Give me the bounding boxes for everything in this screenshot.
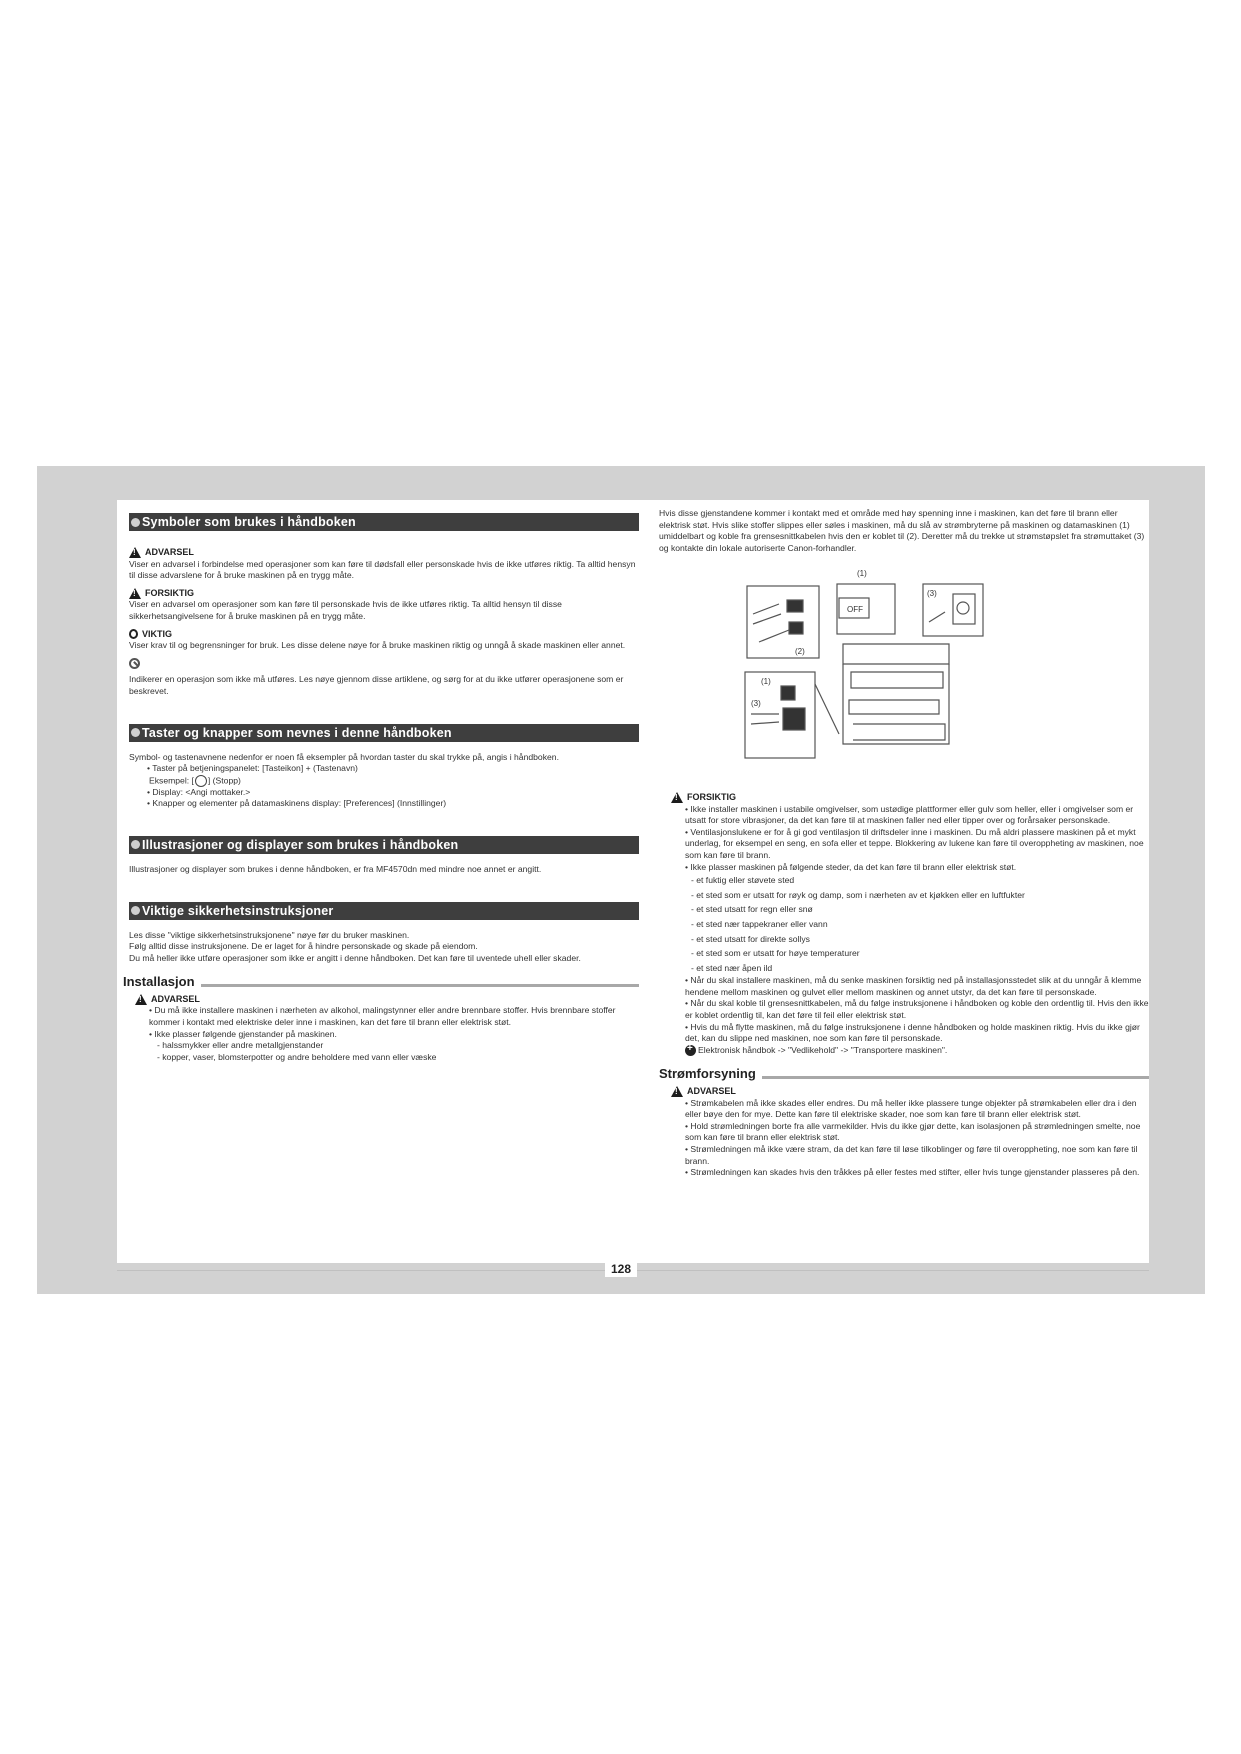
places-item: - et sted utsatt for direkte sollys: [691, 933, 810, 944]
callout-1b: (1): [761, 677, 771, 687]
forsiktig-list: [659, 804, 1149, 1057]
left-column: [123, 500, 639, 1063]
taster-bullet: • Taster på betjeningspanelet: [Tasteikon] + (Tastenavn): [147, 763, 358, 774]
section-header-symboler: [129, 513, 639, 531]
forsiktig-bullet: • Ikke installer maskinen i ustabile omgivelser, som ustødige plattformer eller gulv som heller, eller i omgivelser som er utsatt for store vibrasjoner, da det kan føre til at maskinen faller ned eller tipper over og forårsaker personskade.: [685, 803, 1134, 826]
right-intro: Hvis disse gjenstandene kommer i kontakt med et område med høy spenning inne i maskinen, kan det føre til brann eller elektrisk støt. Hvis slike stoffer slippes eller søles i maskinen, må du slå av strømbryterne på maskinen og datamaskinen (1) umiddelbart og koble fra grensesnittkabelen hvis den er koblet til (2). Deretter må du trekke ut strømstøpslet fra strømuttaket (3) og kontakte din lokale autoriserte Canon-forhandler.: [659, 508, 1145, 553]
forsiktig-bullet: • Ventilasjonslukene er for å gi god ventilasjon til driftsdeler inne i maskinen. Du må aldri plassere maskinen på et mykt underlag, for eksempel en seng, en sofa eller et teppe. Blokkering av lukene kan føre til overoppheting av maskinen, noe som kan føre til brann.: [685, 826, 1144, 860]
caution-triangle-icon: [671, 792, 683, 803]
installasjon-advarsel-label: ! ADVARSEL: [129, 994, 639, 1006]
section-title: Taster og knapper som nevnes i denne håndboken: [142, 725, 452, 740]
printer-scanner: [843, 644, 949, 664]
prohibited-description: Indikerer en operasjon som ikke må utføres. Les nøye gjennom disse artiklene, og sørg for at du ikke utfører operasjonene som er beskrevet.: [129, 674, 624, 696]
computer-box: [837, 584, 895, 634]
section-bullet-icon: [131, 840, 140, 849]
advarsel-label: ! ADVARSEL: [129, 547, 639, 559]
installasjon-subitem: - kopper, vaser, blomsterpotter og andre beholdere med vann eller væske: [157, 1051, 437, 1062]
places-list: [685, 873, 1149, 975]
places-item: - et sted utsatt for regn eller snø: [691, 904, 813, 915]
heading-rule: [201, 984, 639, 987]
right-forsiktig-label: ! FORSIKTIG: [659, 792, 1149, 804]
prohibited-icon: [129, 658, 140, 669]
manual-spread: [117, 500, 1149, 1263]
installasjon-subitem: - halssmykker eller andre metallgjenstander: [157, 1040, 324, 1051]
viktige-line: Les disse "viktige sikkerhetsinstruksjonene" nøye før du bruker maskinen.: [129, 929, 410, 940]
right-column: [659, 500, 1149, 1179]
section-title: Viktige sikkerhetsinstruksjoner: [142, 903, 334, 918]
advarsel-description: Viser en advarsel i forbindelse med operasjoner som kan føre til dødsfall eller personskade hvis de ikke utføres riktig. Ta alltid hensyn til disse advarslene for å bruke maskinen på en trygg måte.: [129, 558, 636, 581]
forsiktig-bullet: • Hvis du må flytte maskinen, må du følge instruksjonene i denne håndboken og holde maskinen riktig. Hvis du ikke gjør det, kan du slippe ned maskinen, noe som kan føre til personskade.: [685, 1021, 1140, 1044]
off-label: OFF: [847, 605, 863, 615]
heading-rule: [762, 1076, 1149, 1079]
installasjon-bullet: • Du må ikke installere maskinen i nærheten av alkohol, malingstynner eller andre brennbare stoffer. Hvis brennbare stoffer kommer i kontakt med elektriske deler inne i maskinen, kan det føre til brann eller elektrisk støt.: [149, 1005, 616, 1028]
places-item: - et sted nær tappekraner eller vann: [691, 918, 828, 929]
strom-bullet: • Strømkabelen må ikke skades eller endres. Du må heller ikke plassere tunge objekter på strømkabelen eller dra i den eller bøye den for mye. Dette kan føre til elektriske skader, noe som kan føre til brann eller elektrisk støt.: [685, 1097, 1137, 1120]
places-item: - et fuktig eller støvete sted: [691, 875, 795, 886]
callout-1: (1): [857, 569, 867, 579]
electronic-manual-icon: [685, 1045, 696, 1056]
warning-triangle-icon: [129, 547, 141, 558]
section-title: Symboler som brukes i håndboken: [142, 515, 356, 529]
taster-intro: Symbol- og tastenavnene nedenfor er noen få eksempler på hvordan taster du skal trykke på, angis i håndboken.: [129, 751, 559, 762]
strom-advarsel-label: ! ADVARSEL: [659, 1086, 1149, 1098]
places-item: - et sted nær åpen ild: [691, 962, 773, 973]
section-bullet-icon: [131, 906, 140, 915]
section-bullet-icon: [131, 518, 140, 527]
viktige-line: Følg alltid disse instruksjonene. De er laget for å hindre personskade og skade på eiendom.: [129, 941, 478, 952]
stop-key-icon: [195, 775, 207, 787]
section-header-illustrasjoner: [129, 836, 639, 854]
section-header-taster: [129, 724, 639, 742]
forsiktig-bullet: • Når du skal koble til grensesnittkabelen, må du følge instruksjonene i håndboken og koble den ordentlig til. Hvis den ikke er koblet ordentlig til, kan det føre til feil eller elektrisk støt.: [685, 998, 1149, 1021]
section-bullet-icon: [131, 728, 140, 737]
subheading-installasjon: Installasjon: [123, 976, 639, 988]
warning-triangle-icon: [135, 994, 147, 1005]
forsiktig-bullet: • Ikke plasser maskinen på følgende steder, da det kan føre til brann eller elektrisk støt.: [685, 861, 1017, 872]
callout-3: (3): [927, 589, 937, 599]
unplug-illustration: [739, 564, 1039, 764]
places-item: - et sted som er utsatt for høye temperaturer: [691, 948, 860, 959]
forsiktig-bullet: • Når du skal installere maskinen, må du senke maskinen forsiktig ned på installasjonsstedet slik at du unngår å klemme hendene mellom maskinen og gulvet eller mellom maskinen og annet utstyr, da det kan føre til personskade.: [685, 975, 1142, 997]
manual-reference: +Elektronisk håndbok -> "Vedlikehold" -> "Transportere maskinen".: [685, 1045, 1149, 1057]
important-icon: [129, 629, 138, 639]
forsiktig-description: Viser en advarsel om operasjoner som kan føre til personskade hvis de ikke utføres riktig. Ta alltid hensyn til disse sikkerhetsangivelsene for å bruke maskinen på en trygg måte.: [129, 599, 562, 621]
caution-triangle-icon: [129, 588, 141, 599]
places-item: - et sted som er utsatt for røyk og damp, som i nærheten av et kjøkken eller en luftfukter: [691, 889, 1025, 900]
viktige-line: Du må heller ikke utføre operasjoner som ikke er angitt i denne håndboken. Det kan føre til uventede uhell eller skader.: [129, 952, 581, 963]
viktig-description: Viser krav til og begrensninger for bruk. Les disse delene nøye for å bruke maskinen riktig og unngå å skade maskinen eller annet.: [129, 640, 626, 651]
warning-triangle-icon: [671, 1086, 683, 1097]
illustrasjoner-text: Illustrasjoner og displayer som brukes i denne håndboken, er fra MF4570dn med mindre noe annet er angitt.: [129, 863, 542, 874]
section-header-viktige: [129, 902, 639, 920]
taster-bullet: • Display: <Angi mottaker.>: [147, 786, 251, 797]
section-title: Illustrasjoner og displayer som brukes i håndboken: [142, 837, 459, 852]
strom-bullet: • Hold strømledningen borte fra alle varmekilder. Hvis du ikke gjør dette, kan isolasjonen på strømledningen smelte, noe som kan føre til brann eller elektrisk støt.: [685, 1120, 1141, 1143]
strom-bullet: • Strømledningen kan skades hvis den tråkkes på eller festes med stifter, eller hvis tunge gjenstander plasseres på den.: [685, 1167, 1140, 1178]
page-number: 128: [605, 1262, 637, 1277]
installasjon-bullet: • Ikke plasser følgende gjenstander på maskinen.: [149, 1028, 337, 1039]
strom-list: [659, 1098, 1149, 1179]
viktig-label: VIKTIG: [129, 629, 639, 641]
taster-example: Eksempel: [ ] (Stopp): [149, 774, 241, 785]
callout-3b: (3): [751, 699, 761, 709]
taster-bullet: • Knapper og elementer på datamaskinens display: [Preferences] (Innstillinger): [147, 798, 447, 809]
subheading-stromforsyning: Strømforsyning: [659, 1068, 1149, 1080]
forsiktig-label: ! FORSIKTIG: [129, 588, 639, 600]
callout-2: (2): [795, 647, 805, 657]
strom-bullet: • Strømledningen må ikke være stram, da det kan føre til løse tilkoblinger og føre til overoppheting, noe som kan føre til brann.: [685, 1144, 1138, 1166]
